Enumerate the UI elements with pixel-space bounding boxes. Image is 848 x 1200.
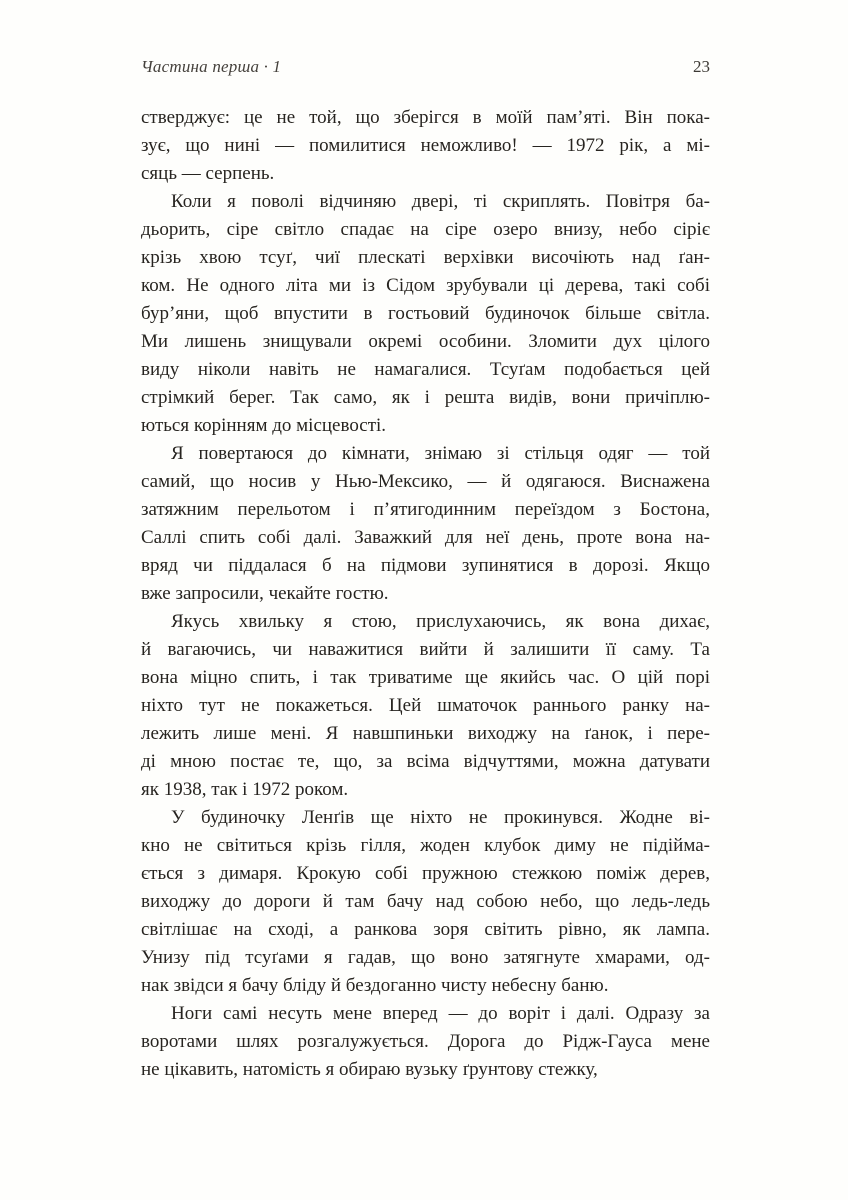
text-line: виду ніколи навіть не намагалися. Тсуґам подобається цей (141, 359, 710, 380)
running-title: Частина перша · 1 (141, 57, 282, 76)
text-line: Я повертаюся до кімнати, знімаю зі стільця одяг — той (171, 443, 710, 464)
text-line: дьорить, сіре світло спадає на сіре озеро внизу, небо сіріє (141, 219, 710, 240)
paragraph (141, 188, 710, 440)
text-line: як 1938, так і 1972 роком. (141, 779, 349, 800)
text-line: не цікавить, натомість я обираю вузьку ґрунтову стежку, (141, 1059, 598, 1080)
text-line: У будиночку Ленґів ще ніхто не прокинувся. Жодне ві- (171, 807, 710, 828)
text-line: самий, що носив у Нью-Мексико, — й одягаюся. Виснажена (141, 471, 710, 492)
text-line: виходжу до дороги й там бачу над собою небо, що ледь-ледь (141, 891, 710, 912)
text-line: нак звідси я бачу бліду й бездоганно чисту небесну баню. (141, 975, 609, 996)
text-line: Якусь хвильку я стою, прислухаючись, як вона дихає, (171, 611, 710, 632)
text-line: вряд чи піддалася б на підмови зупинятися в дорозі. Якщо (141, 555, 710, 576)
text-line: лежить лише мені. Я навшпиньки виходжу на ґанок, і пере- (141, 723, 710, 744)
text-line: Ноги самі несуть мене вперед — до воріт і далі. Одразу за (171, 1003, 710, 1024)
text-line: бур’яни, щоб впустити в гостьовий будиночок більше світла. (141, 303, 710, 324)
text-line: ніхто тут не покажеться. Цей шматочок раннього ранку на- (141, 695, 710, 716)
page-header (141, 57, 710, 77)
text-line: воротами шлях розгалужується. Дорога до Рідж-Гауса мене (141, 1031, 710, 1052)
paragraph (141, 1000, 710, 1084)
text-line: ється з димаря. Крокую собі пружною стежкою поміж дерев, (141, 863, 710, 884)
text-line: сяць — серпень. (141, 163, 275, 184)
paragraph (141, 104, 710, 188)
text-line: ються корінням до місцевості. (141, 415, 387, 436)
text-line: зує, що нині — помилитися неможливо! — 1972 рік, а мі- (141, 135, 710, 156)
page-number: 23 (693, 57, 710, 76)
text-line: затяжним перельотом і п’ятигодинним переїздом з Бостона, (141, 499, 710, 520)
text-line: Ми лишень знищували окремі особини. Зломити дух цілого (141, 331, 710, 352)
paragraph (141, 440, 710, 608)
text-line: вона міцно спить, і так триватиме ще якийсь час. О цій порі (141, 667, 710, 688)
text-line: кно не світиться крізь гілля, жоден клубок диму не підійма- (141, 835, 710, 856)
text-line: ком. Не одного літа ми із Сідом зрубували ці дерева, такі собі (141, 275, 710, 296)
text-line: світлішає на сході, а ранкова зоря світить рівно, як лампа. (141, 919, 710, 940)
paragraph (141, 804, 710, 1000)
paragraph (141, 608, 710, 804)
text-line: Коли я поволі відчиняю двері, ті скриплять. Повітря ба- (171, 191, 710, 212)
text-line: крізь хвою тсуґ, чиї плескаті верхівки височіють над ґан- (141, 247, 710, 268)
text-line: Саллі спить собі далі. Заважкий для неї день, проте вона на- (141, 527, 710, 548)
text-line: ді мною постає те, що, за всіма відчуттями, можна датувати (141, 751, 710, 772)
text-line: Унизу під тсуґами я гадав, що воно затягнуте хмарами, од- (141, 947, 710, 968)
text-line: стверджує: це не той, що зберігся в моїй пам’яті. Він пока- (141, 107, 710, 128)
text-line: стрімкий берег. Так само, як і решта видів, вони причіплю- (141, 387, 710, 408)
text-line: вже запросили, чекайте гостю. (141, 583, 389, 604)
text-line: й вагаючись, чи наважитися вийти й залишити її саму. Та (141, 639, 710, 660)
text-block (141, 104, 710, 1084)
